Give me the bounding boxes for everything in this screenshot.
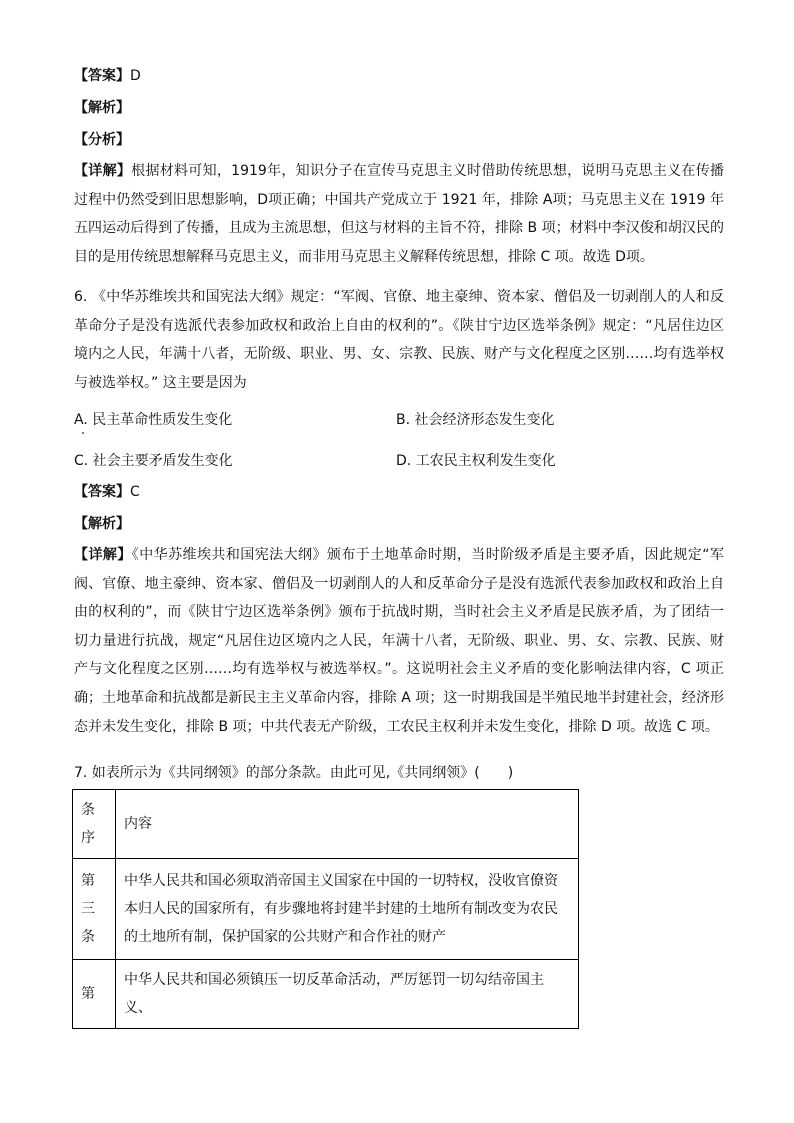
q6-stem: 6. 《中华苏维埃共和国宪法大纲》规定：“军阀、官僚、地主豪绅、资本家、僧侣及一切剥削人的人和反革命分子是没有选派代表参加政权和政治上自由的权利的”。《陕甘宁边区选举条例》规定：“凡居住边区境内之人民，年满十八者，无阶级、职业、男、女、宗教、民族、财产与文化程度之区别……均有选举权与被选举权。” 这主要是因为: [74, 289, 724, 391]
q6-option-d: D. 工农民主权利发生变化: [396, 453, 556, 469]
table-header-row: [73, 790, 579, 859]
clause-number: 第: [73, 960, 116, 1029]
clause-number: 第三条: [73, 859, 116, 960]
stray-mark: [82, 432, 84, 434]
answer-label: 【答案】: [74, 484, 130, 500]
clause-content: 中华人民共和国必须镇压一切反革命活动，严厉惩罚一切勾结帝国主义、: [116, 960, 579, 1029]
clause-table: [72, 789, 579, 1029]
analysis-label: 【解析】: [74, 100, 130, 116]
clause-content: 中华人民共和国必须取消帝国主义国家在中国的一切特权，没收官僚资本归人民的国家所有，有步骤地将封建半封建的土地所有制改变为农民的土地所有制，保护国家的公共财产和合作社的财产: [116, 859, 579, 960]
q6-option-b: B. 社会经济形态发生变化: [396, 412, 555, 428]
answer-value: C: [130, 484, 140, 500]
q6-answer-line: [74, 482, 140, 502]
q6-option-a: A. 民主革命性质发生变化: [74, 412, 233, 428]
q7-stem: 7. 如表所示为《共同纲领》的部分条款。由此可见,《共同纲领》( ): [74, 765, 514, 781]
answer-value: D: [130, 68, 141, 84]
detail-text: 根据材料可知，1919年，知识分子在宣传马克思主义时借助传统思想，说明马克思主义在传播过程中仍然受到旧思想影响，D项正确；中国共产党成立于 1921 年，排除 A项；马克思主义在 1919 年五四运动后得到了传播，且成为主流思想，但这与材料的主旨不符，排除 B 项；材料中李汉俊和胡汉民的目的是用传统思想解释马克思主义，而非用马克思主义解释传统思想，排除 C 项。故选 D项。: [74, 163, 724, 265]
detail-text: 《中华苏维埃共和国宪法大纲》颁布于土地革命时期，当时阶级矛盾是主要矛盾，因此规定“军阀、官僚、地主豪绅、资本家、僧侣及一切剥削人的人和反革命分子是没有选派代表参加政权和政治上自由的权利的”，而《陕甘宁边区选举条例》颁布于抗战时期，当时社会主义矛盾是民族矛盾，为了团结一切力量进行抗战，规定“凡居住边区境内之人民，年满十八者，无阶级、职业、男、女、宗教、民族、财产与文化程度之区别……均有选举权与被选举权。”。这说明社会主义矛盾的变化影响法律内容，C 项正确；土地革命和抗战都是新民主主义革命内容，排除 A 项；这一时期我国是半殖民地半封建社会，经济形态并未发生变化，排除 B 项；中共代表无产阶级，工农民主权利并未发生变化，排除 D 项。故选 C 项。: [74, 547, 724, 735]
q5-detail-paragraph: [74, 157, 724, 271]
analysis-label: 【解析】: [74, 516, 130, 532]
header-clause-number: 条序: [73, 790, 116, 859]
answer-label: 【答案】: [74, 68, 130, 84]
table-row: [73, 960, 579, 1029]
q5-answer-line: [74, 66, 141, 86]
detail-label: 【详解】: [74, 547, 132, 563]
fenxi-label: 【分析】: [74, 132, 130, 148]
detail-label: 【详解】: [74, 163, 132, 179]
q6-option-c: C. 社会主要矛盾发生变化: [74, 453, 233, 469]
header-content: 内容: [116, 790, 579, 859]
q6-detail-paragraph: [74, 541, 724, 741]
table-row: [73, 859, 579, 960]
